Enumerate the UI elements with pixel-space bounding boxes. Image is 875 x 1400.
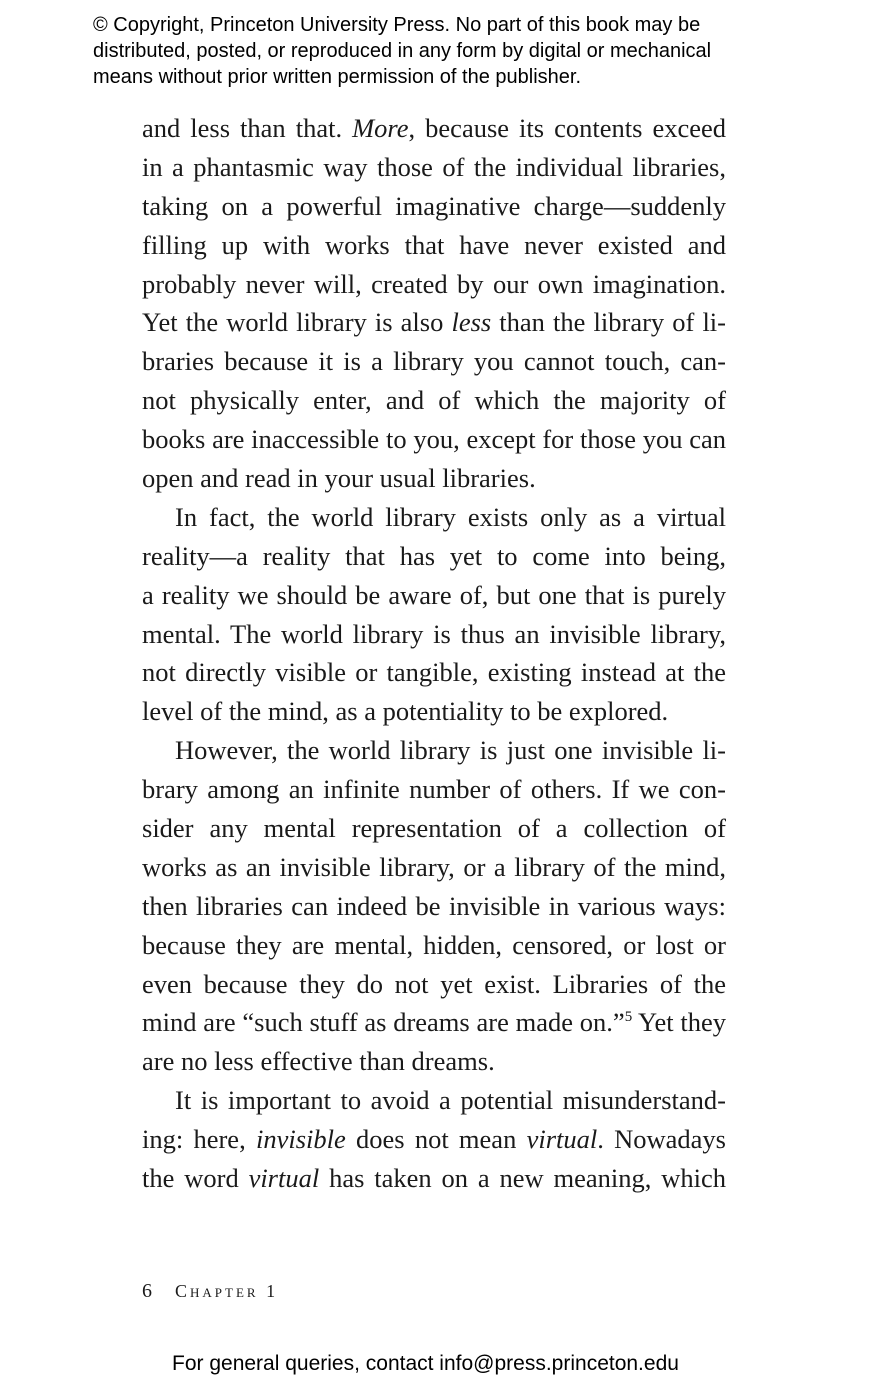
copyright-notice <box>93 12 833 90</box>
text-line: mental. The world library is thus an invisible library, <box>142 618 726 649</box>
text-line: It is important to avoid a potential misunderstand- <box>175 1085 726 1116</box>
text-line: not directly visible or tangible, existing instead at the <box>142 657 726 688</box>
copyright-line: © Copyright, Princeton University Press. No part of this book may be <box>93 14 701 36</box>
footnote-ref[interactable]: 5 <box>624 1009 633 1026</box>
chapter-label: Chapter 1 <box>175 1281 279 1301</box>
text-line: level of the mind, as a potentiality to be explored. <box>142 696 669 727</box>
text-line: open and read in your usual libraries. <box>142 463 536 494</box>
page-number: 6 <box>142 1280 153 1302</box>
text-line: and less than that. More, because its contents exceed <box>142 113 726 143</box>
text-line: ing: here, invisible does not mean virtual. Nowadays <box>142 1124 726 1155</box>
text-line: books are inaccessible to you, except for those you can <box>142 424 726 455</box>
paragraph <box>142 498 726 731</box>
text-line: reality—a reality that has yet to come into being, <box>142 540 726 571</box>
text-line: filling up with works that have never existed and <box>142 229 726 260</box>
contact-line: For general queries, contact info@press.princeton.edu <box>172 1352 679 1375</box>
copyright-line: means without prior written permission of the publisher. <box>93 66 582 88</box>
text-line: not physically enter, and of which the majority of <box>142 385 726 416</box>
text-line: braries because it is a library you cannot touch, can- <box>142 346 726 377</box>
text-line: brary among an infinite number of others. If we con- <box>142 774 726 805</box>
text-line: sider any mental representation of a collection of <box>142 813 726 844</box>
text-line: However, the world library is just one invisible li- <box>175 735 726 766</box>
text-line: because they are mental, hidden, censored, or lost or <box>142 929 726 960</box>
paragraph <box>142 109 726 498</box>
copyright-line: distributed, posted, or reproduced in any form by digital or mechanical <box>93 40 712 62</box>
book-body-text <box>142 109 726 1198</box>
text-line: in a phantasmic way those of the individual libraries, <box>142 151 726 182</box>
paragraph <box>142 731 726 1081</box>
text-line: a reality we should be aware of, but one that is purely <box>142 579 726 610</box>
text-line: the word virtual has taken on a new meaning, which <box>142 1163 726 1194</box>
text-line: Yet the world library is also less than the library of li- <box>142 307 726 338</box>
paragraph <box>142 1081 726 1198</box>
text-line: probably never will, created by our own imagination. <box>142 268 726 299</box>
text-line: taking on a powerful imaginative charge—suddenly <box>142 190 726 221</box>
text-line: then libraries can indeed be invisible in various ways: <box>142 890 726 921</box>
text-line: works as an invisible library, or a library of the mind, <box>142 851 726 882</box>
text-line: mind are “such stuff as dreams are made on.”$^5$ Yet they <box>142 1007 726 1038</box>
text-line: are no less effective than dreams. <box>142 1046 495 1077</box>
text-line: even because they do not yet exist. Libraries of the <box>142 968 726 999</box>
text-line: In fact, the world library exists only as a virtual <box>175 501 726 532</box>
page-folio <box>142 1280 278 1303</box>
